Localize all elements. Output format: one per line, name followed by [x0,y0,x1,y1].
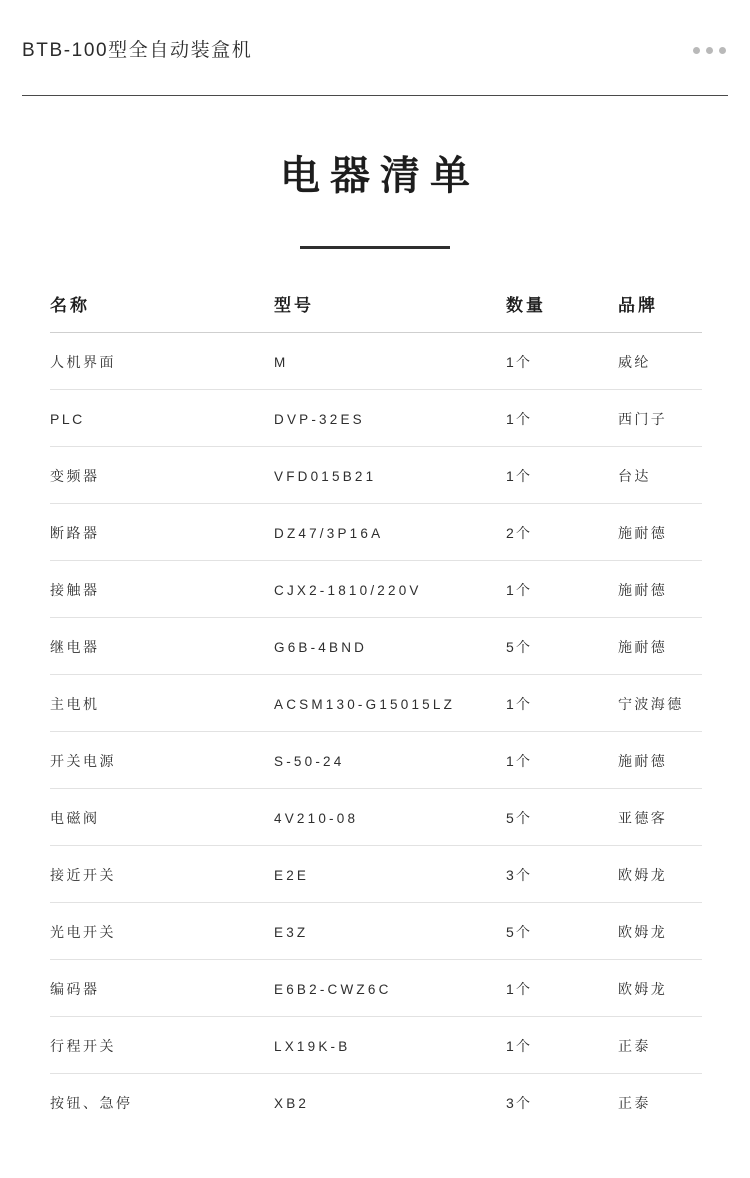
cell-brand: 正泰 [618,1095,651,1111]
more-dots-icon[interactable] [693,43,726,54]
cell-name: 接近开关 [50,846,274,903]
table-row [50,618,702,675]
table-row [50,789,702,846]
cell-model: ACSM130-G15015LZ [274,675,506,732]
cell-brand: 欧姆龙 [618,846,702,903]
table-row [50,447,702,504]
cell-model: E6B2-CWZ6C [274,960,506,1017]
table-row [50,561,702,618]
column-header-brand: 品牌 [618,291,702,333]
page-header [0,0,750,96]
cell-model: S-50-24 [274,732,506,789]
cell-model: XB2 [274,1095,310,1111]
cell-brand: 威纶 [618,333,702,390]
column-header-qty: 数量 [506,291,618,333]
cell-name: 继电器 [50,618,274,675]
cell-qty: 1个 [506,675,618,732]
table-row [50,504,702,561]
table-row [50,390,702,447]
table-row [50,1074,702,1131]
cell-qty: 5个 [506,618,618,675]
cell-qty: 3个 [506,1095,533,1111]
dot-3 [719,47,726,54]
cell-model: DVP-32ES [274,390,506,447]
column-header-name: 名称 [50,291,274,333]
parts-table [50,291,702,1130]
cell-model: VFD015B21 [274,447,506,504]
title-underline [300,246,450,249]
cell-model: LX19K-B [274,1017,506,1074]
cell-name: 断路器 [50,504,274,561]
cell-name: 电磁阀 [50,789,274,846]
cell-model: 4V210-08 [274,789,506,846]
cell-name: 按钮、急停 [50,1095,133,1111]
cell-model: G6B-4BND [274,618,506,675]
table-row [50,675,702,732]
cell-brand: 亚德客 [618,789,702,846]
table-row [50,846,702,903]
cell-brand: 欧姆龙 [618,960,702,1017]
cell-name: 变频器 [50,447,274,504]
cell-model: DZ47/3P16A [274,504,506,561]
cell-name: 编码器 [50,960,274,1017]
cell-brand: 施耐德 [618,504,702,561]
table-row [50,732,702,789]
cell-qty: 5个 [506,789,618,846]
cell-name: 光电开关 [50,903,274,960]
cell-qty: 5个 [506,903,618,960]
cell-model: M [274,333,506,390]
table-row [50,903,702,960]
parts-table-container [0,291,750,1130]
cell-brand: 正泰 [618,1017,702,1074]
page-title: 电器清单 [280,154,480,198]
cell-brand: 施耐德 [618,561,702,618]
cell-qty: 2个 [506,504,618,561]
cell-qty: 1个 [506,390,618,447]
cell-qty: 1个 [506,333,618,390]
header-divider [22,95,728,96]
cell-qty: 1个 [506,960,618,1017]
table-row [50,1017,702,1074]
cell-name: 人机界面 [50,333,274,390]
cell-qty: 3个 [506,846,618,903]
cell-brand: 宁波海德 [618,675,702,732]
cell-name: 主电机 [50,675,274,732]
cell-model: CJX2-1810/220V [274,561,506,618]
table-row [50,960,702,1017]
dot-1 [693,47,700,54]
cell-qty: 1个 [506,1017,618,1074]
table-header-row [50,291,702,333]
table-row [50,333,702,390]
cell-brand: 台达 [618,447,702,504]
cell-qty: 1个 [506,732,618,789]
cell-name: 开关电源 [50,732,274,789]
cell-qty: 1个 [506,447,618,504]
dot-2 [706,47,713,54]
cell-name: PLC [50,390,274,447]
cell-name: 接触器 [50,561,274,618]
cell-brand: 西门子 [618,390,702,447]
title-block [0,152,750,249]
cell-brand: 欧姆龙 [618,903,702,960]
cell-model: E2E [274,846,506,903]
table-body [50,333,702,1131]
cell-brand: 施耐德 [618,618,702,675]
machine-model-title: BTB-100型全自动装盒机 [22,39,253,61]
cell-brand: 施耐德 [618,732,702,789]
cell-name: 行程开关 [50,1017,274,1074]
cell-model: E3Z [274,903,506,960]
cell-qty: 1个 [506,561,618,618]
column-header-model: 型号 [274,291,506,333]
